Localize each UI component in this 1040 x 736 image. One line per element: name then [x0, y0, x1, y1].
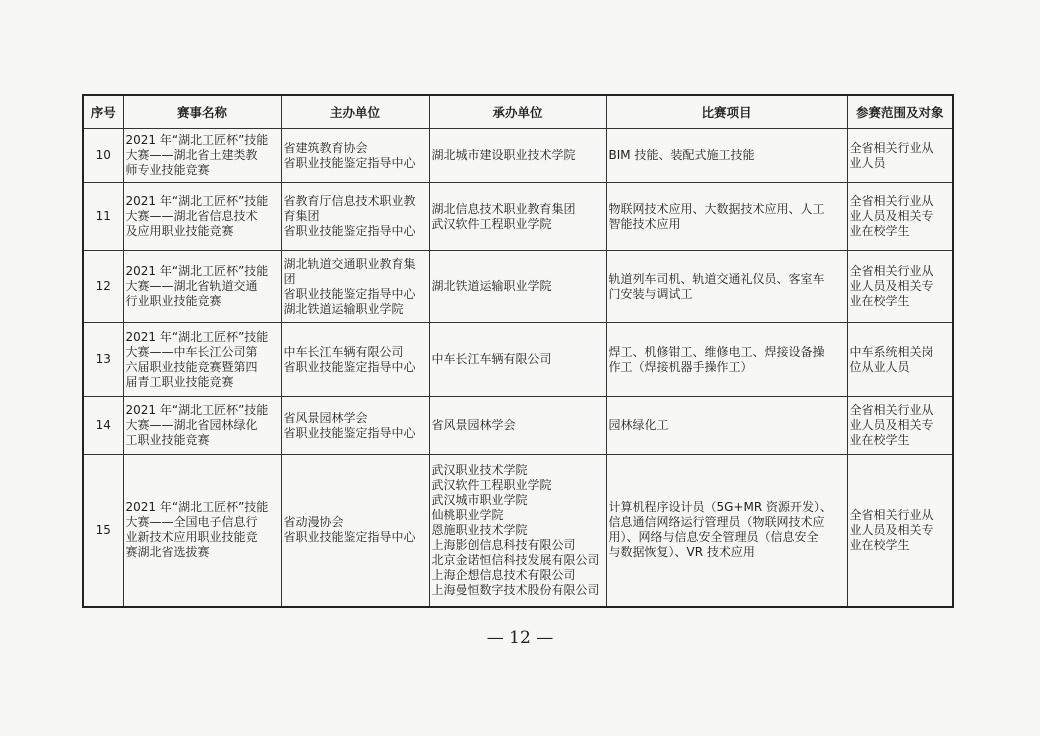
table-row	[83, 397, 953, 455]
cell-line: 焊工、机修钳工、维修电工、焊接设备操	[608, 344, 825, 359]
cell-line: 省职业技能鉴定指导中心	[283, 530, 416, 545]
cell-line: 师专业技能竞赛	[125, 163, 210, 177]
cell-items	[606, 129, 847, 183]
cell-host	[281, 183, 429, 251]
header-event-name: 赛事名称	[123, 95, 281, 129]
cell-line: 业人员及相关专	[849, 522, 934, 537]
header-host: 主办单位	[281, 95, 429, 129]
cell-line: 届青工职业技能竞赛	[125, 374, 234, 389]
cell-line: 武汉职业技术学院	[431, 462, 528, 477]
cell-line: 2021 年“湖北工匠杯”技能	[125, 500, 269, 515]
header-index: 序号	[83, 95, 123, 129]
cell-line: 全省相关行业从	[849, 140, 934, 155]
cell-index: 11	[83, 183, 123, 251]
cell-line: 门安装与调试工	[608, 286, 693, 301]
cell-line: 育集团	[283, 209, 320, 223]
cell-line: 中车长江车辆有限公司	[431, 352, 552, 366]
table-header-row	[83, 95, 953, 129]
cell-scope	[847, 455, 953, 607]
cell-scope	[847, 251, 953, 323]
table-row	[83, 323, 953, 397]
table-row	[83, 183, 953, 251]
header-scope: 参赛范围及对象	[847, 95, 953, 129]
cell-index: 12	[83, 251, 123, 323]
cell-line: 业人员及相关专	[849, 209, 934, 223]
cell-line: 大赛——湖北省信息技术	[125, 209, 258, 223]
cell-line: 位从业人员	[849, 359, 910, 374]
cell-event-name	[123, 183, 281, 251]
cell-items	[606, 455, 847, 607]
cell-line: 省职业技能鉴定指导中心	[283, 425, 416, 440]
cell-line: 上海影创信息科技有限公司	[431, 537, 576, 552]
cell-line: 2021 年“湖北工匠杯”技能	[125, 403, 269, 417]
cell-line: 业人员及相关专	[849, 418, 934, 432]
cell-line: 赛湖北省选拔赛	[125, 545, 210, 560]
cell-line: BIM 技能、装配式施工技能	[608, 148, 755, 162]
cell-line: 行业职业技能竞赛	[125, 294, 222, 308]
cell-line: 武汉软件工程职业学院	[431, 216, 552, 231]
cell-event-name	[123, 397, 281, 455]
cell-line: 业人员	[849, 155, 886, 170]
header-items: 比赛项目	[606, 95, 847, 129]
cell-organizer	[429, 183, 606, 251]
cell-host	[281, 323, 429, 397]
table-row	[83, 455, 953, 607]
cell-line: 中车系统相关岗	[849, 344, 934, 359]
cell-organizer	[429, 251, 606, 323]
table-row	[83, 129, 953, 183]
competition-table	[82, 94, 954, 608]
cell-line: 业在校学生	[849, 537, 910, 552]
cell-line: 2021 年“湖北工匠杯”技能	[125, 329, 269, 344]
cell-index: 15	[83, 455, 123, 607]
cell-host	[281, 251, 429, 323]
cell-line: 恩施职业技术学院	[431, 522, 528, 537]
cell-line: 信息通信网络运行管理员（物联网技术应	[608, 515, 825, 530]
cell-organizer	[429, 129, 606, 183]
cell-line: 2021 年“湖北工匠杯”技能	[125, 194, 269, 208]
cell-event-name	[123, 323, 281, 397]
cell-line: 省职业技能鉴定指导中心	[283, 286, 416, 301]
cell-line: 大赛——湖北省土建类教	[125, 148, 258, 162]
cell-line: 湖北信息技术职业教育集团	[431, 201, 576, 216]
cell-line: 省风景园林学会	[283, 410, 368, 425]
cell-line: 业新技术应用职业技能竞	[125, 530, 258, 545]
cell-line: 北京金诺恒信科技发展有限公司	[431, 552, 600, 567]
cell-line: 大赛——湖北省园林绿化	[125, 418, 258, 432]
cell-organizer	[429, 323, 606, 397]
cell-line: 全省相关行业从	[849, 507, 934, 522]
cell-line: 大赛——全国电子信息行	[125, 515, 258, 530]
cell-line: 武汉城市职业学院	[431, 492, 528, 507]
cell-line: 团	[283, 271, 296, 286]
cell-items	[606, 397, 847, 455]
cell-index: 13	[83, 323, 123, 397]
cell-line: 园林绿化工	[608, 418, 669, 432]
cell-line: 上海企想信息技术有限公司	[431, 567, 576, 582]
cell-line: 2021 年“湖北工匠杯”技能	[125, 133, 269, 147]
cell-line: 业人员及相关专	[849, 279, 934, 293]
cell-host	[281, 129, 429, 183]
cell-event-name	[123, 251, 281, 323]
cell-line: 全省相关行业从	[849, 194, 934, 208]
cell-line: 省动漫协会	[283, 515, 344, 530]
cell-event-name	[123, 455, 281, 607]
cell-line: 全省相关行业从	[849, 264, 934, 278]
cell-line: 计算机程序设计员（5G+MR 资源开发）、	[608, 500, 832, 515]
cell-line: 湖北城市建设职业技术学院	[431, 148, 576, 162]
cell-line: 六届职业技能竞赛暨第四	[125, 359, 258, 374]
cell-line: 大赛——中车长江公司第	[125, 344, 258, 359]
cell-line: 省建筑教育协会	[283, 140, 368, 155]
cell-line: 大赛——湖北省轨道交通	[125, 279, 258, 293]
cell-line: 湖北铁道运输职业学院	[283, 301, 404, 316]
cell-line: 武汉软件工程职业学院	[431, 477, 552, 492]
cell-scope	[847, 129, 953, 183]
cell-line: 省风景园林学会	[431, 418, 516, 432]
table-row	[83, 251, 953, 323]
cell-items	[606, 251, 847, 323]
page-number: — 12 —	[486, 628, 554, 648]
cell-event-name	[123, 129, 281, 183]
cell-index: 14	[83, 397, 123, 455]
cell-line: 仙桃职业学院	[431, 507, 504, 522]
cell-line: 及应用职业技能竞赛	[125, 224, 234, 238]
cell-line: 湖北轨道交通职业教育集	[283, 256, 416, 271]
cell-line: 智能技术应用	[608, 216, 681, 231]
cell-line: 作工（焊接机器手操作工）	[608, 359, 753, 374]
cell-host	[281, 455, 429, 607]
cell-line: 业在校学生	[849, 294, 910, 308]
cell-scope	[847, 323, 953, 397]
cell-items	[606, 323, 847, 397]
cell-line: 2021 年“湖北工匠杯”技能	[125, 264, 269, 278]
cell-organizer	[429, 455, 606, 607]
cell-line: 全省相关行业从	[849, 403, 934, 417]
cell-organizer	[429, 397, 606, 455]
header-organizer: 承办单位	[429, 95, 606, 129]
cell-line: 上海曼恒数字技术股份有限公司	[431, 582, 600, 597]
cell-line: 物联网技术应用、大数据技术应用、人工	[608, 201, 825, 216]
cell-line: 用）、网络与信息安全管理员（信息安全	[608, 530, 819, 545]
cell-scope	[847, 183, 953, 251]
cell-line: 与数据恢复）、VR 技术应用	[608, 545, 755, 560]
cell-line: 省教育厅信息技术职业教	[283, 194, 416, 208]
cell-line: 业在校学生	[849, 224, 910, 238]
cell-host	[281, 397, 429, 455]
cell-items	[606, 183, 847, 251]
cell-scope	[847, 397, 953, 455]
cell-line: 省职业技能鉴定指导中心	[283, 155, 416, 170]
cell-line: 业在校学生	[849, 433, 910, 447]
cell-index: 10	[83, 129, 123, 183]
cell-line: 省职业技能鉴定指导中心	[283, 224, 416, 238]
cell-line: 轨道列车司机、轨道交通礼仪员、客室车	[608, 271, 825, 286]
cell-line: 中车长江车辆有限公司	[283, 344, 404, 359]
cell-line: 工职业技能竞赛	[125, 433, 210, 447]
cell-line: 省职业技能鉴定指导中心	[283, 359, 416, 374]
cell-line: 湖北铁道运输职业学院	[431, 279, 552, 293]
